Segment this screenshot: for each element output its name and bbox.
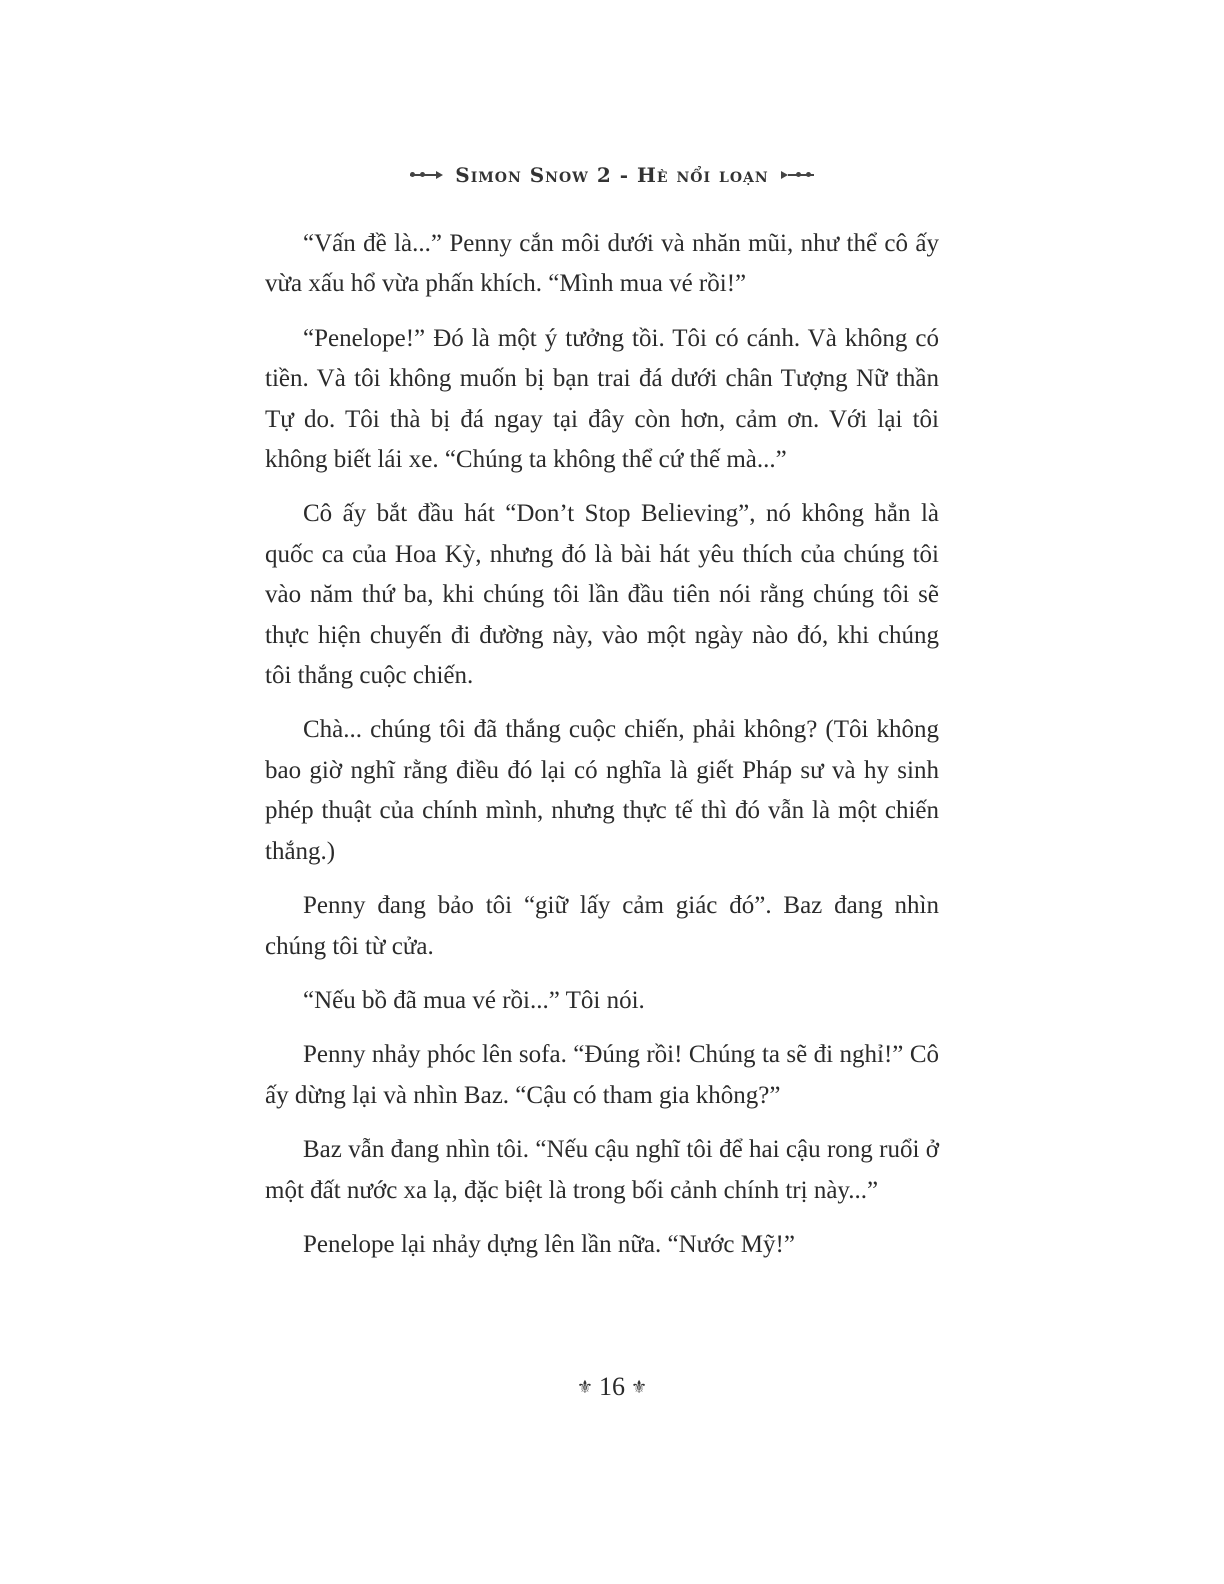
fleur-de-lis-left-icon: ⚜ [576,1376,593,1397]
paragraph: Penny đang bảo tôi “giữ lấy cảm giác đó”. Baz đang nhìn chúng tôi từ cửa. [265,892,939,960]
page-number: 16 [599,1372,625,1401]
running-title: Simon Snow 2 - Hè nổi loạn [455,163,769,187]
paragraph: Cô ấy bắt đầu hát “Don’t Stop Believing”, nó không hẳn là quốc ca của Hoa Kỳ, nhưng đó là bài hát yêu thích của chúng tôi vào năm thứ ba, khi chúng tôi lần đầu tiên nói rằng chúng tôi sẽ thực hiện chuyến đi đường này, vào một ngày nào đó, khi chúng tôi thắng cuộc chiến. [265,500,939,690]
paragraph: Baz vẫn đang nhìn tôi. “Nếu cậu nghĩ tôi để hai cậu rong ruổi ở một đất nước xa lạ, đặc biệt là trong bối cảnh chính trị này...” [265,1136,939,1204]
paragraph: Penny nhảy phóc lên sofa. “Đúng rồi! Chúng ta sẽ đi nghỉ!” Cô ấy dừng lại và nhìn Baz. “Cậu có tham gia không?” [265,1041,939,1109]
body-text [265,224,939,1279]
arrow-left-icon [410,171,443,179]
arrow-right-icon [781,171,814,179]
paragraph: “Nếu bồ đã mua vé rồi...” Tôi nói. [303,986,645,1014]
paragraph: Penelope lại nhảy dựng lên lần nữa. “Nước Mỹ!” [303,1230,795,1258]
paragraph: Chà... chúng tôi đã thắng cuộc chiến, phải không? (Tôi không bao giờ nghĩ rằng điều đó lại có nghĩa là giết Pháp sư và hy sinh phép thuật của chính mình, nhưng thực tế thì đó vẫn là một chiến thắng.) [265,716,939,865]
paragraph: “Vấn đề là...” Penny cắn môi dưới và nhăn mũi, như thể cô ấy vừa xấu hổ vừa phấn khích. “Mình mua vé rồi!” [265,230,939,298]
page-footer [0,1372,1224,1402]
paragraph: “Penelope!” Đó là một ý tưởng tồi. Tôi có cánh. Và không có tiền. Và tôi không muốn bị bạn trai đá dưới chân Tượng Nữ thần Tự do. Tôi thà bị đá ngay tại đây còn hơn, cảm ơn. Với lại tôi không biết lái xe. “Chúng ta không thể cứ thế mà...” [265,324,939,474]
running-header [0,163,1224,187]
fleur-de-lis-right-icon: ⚜ [631,1376,648,1397]
